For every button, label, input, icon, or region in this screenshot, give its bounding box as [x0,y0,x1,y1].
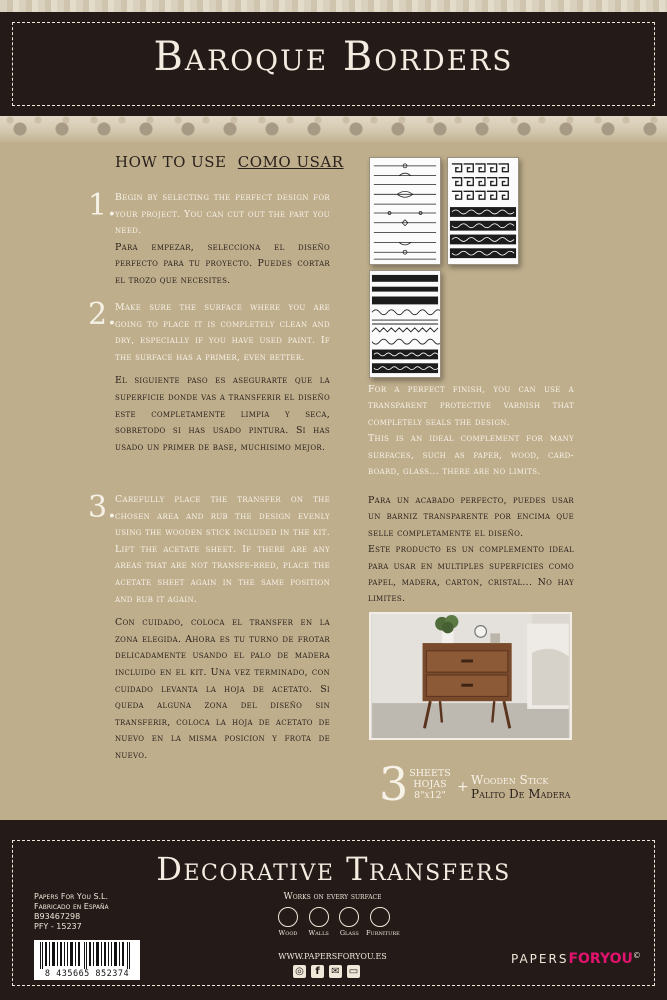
decorative-top-strip [0,0,667,12]
finish-text-es-1: Para un acabado perfecto, puedes usar un barniz transparente por encima que selle completamente el diseño. [368,495,574,539]
surface-label: Wood [278,929,298,937]
mail-icon[interactable]: ✉ [329,965,342,978]
border-lines-pattern [370,158,440,264]
website-link[interactable]: WWW.PAPERSFORYOU.ES [278,952,387,961]
brick-wall-icon [309,907,329,927]
transfer-sheet-preview-1 [369,157,441,265]
sheets-label-en: SHEETS [409,768,451,779]
facebook-icon[interactable]: f [311,965,324,978]
how-to-use-es: COMO USAR [237,153,344,171]
finish-text-en-1: For a perfect finish, you can use a transparent protective varnish that completely seals the design. [368,384,574,428]
step-text-es: Con cuidado, coloca el transfer en la zona elegida. Ahora es tu turno de frotar delicadamente usando el palo de madera incluido en el kit. Una vez terminado, con cuidado levanta la hoja de acetato. Si queda alguna zona del diseño sin transferir, coloca la hoja de acetato de nuevo en la misma posicion y frota de nuevo. [115,617,330,761]
finish-text-en [368,382,574,480]
surface-label: Furniture [365,929,400,937]
step-number: 3. [88,490,117,525]
transfer-sheet-preview-2 [447,157,519,265]
wood-icon [278,907,298,927]
step-text [115,492,330,765]
how-to-use-en: HOW TO USE [115,153,227,171]
plus-sign: + [457,779,469,795]
finish-text-es [368,493,574,608]
barcode-bars [34,940,140,969]
step-2 [88,297,330,487]
dresser-icon [370,907,390,927]
glass-jar-icon [339,907,359,927]
wooden-stick-en: Wooden Stick [471,773,549,787]
vat-number: B93467298 [34,912,81,921]
sheets-label [406,768,454,801]
product-ref: PFY - 15237 [34,922,82,931]
greek-key-pattern [448,158,518,264]
web-icon[interactable]: ▭ [348,966,359,977]
sheet-count: 3 [379,757,409,811]
made-in: Fabricado en España [34,902,109,911]
surface-wood [274,907,302,937]
step-text-en: Make sure the surface where you are going to place it is completely clean and dry, especially if you have used paint. If the surface has a primer, even better. [115,302,330,363]
finish-text-es-2: Este producto es un complemento ideal para usar en multiples superficies como papel, madera, carton, cristal... No hay limites. [368,544,574,605]
step-text [115,190,330,290]
step-text [115,300,330,456]
company-name: Papers For You S.L. [34,892,109,901]
instagram-icon[interactable]: ◎ [293,965,306,978]
brand-copyright: © [632,951,641,960]
barcode-number: 8 435665 852374 [34,969,140,980]
header-banner [0,12,667,116]
footer-banner [0,820,667,1000]
wooden-stick-label [471,773,570,801]
surface-icons [274,907,400,937]
step-text-es: Para empezar, selecciona el diseño perfecto para tu proyecto. Puedes cortar el trozo que necesites. [115,241,330,286]
surface-label: Walls [308,929,329,937]
footer-title: Decorative Transfers [156,850,511,888]
social-icons [293,965,360,978]
surface-walls [305,907,333,937]
barcode [34,940,140,980]
papers-for-you-logo [511,951,641,967]
step-1 [88,188,330,293]
nightstand-illustration [371,614,570,738]
surface-label: Glass [339,929,359,937]
brand-papers: PAPERS [511,952,569,966]
brand-you: YOU [599,951,633,967]
step-number: 1. [88,188,117,223]
surface-glass [335,907,363,937]
brand-for: FOR [568,951,600,967]
wooden-stick-es: Palito De Madera [471,787,571,801]
baroque-ornament-strip [0,116,667,142]
works-on-surface: Works on every surface [283,892,382,902]
sheets-label-es: HOJAS [413,779,447,790]
step-text-en: Begin by selecting the perfect design for your project. You can cut out the part you need. [115,192,330,237]
surface-furniture [365,907,400,937]
sheet-size: 8"x12" [414,790,446,801]
nightstand-photo [369,612,572,740]
transfer-sheet-preview-3 [369,270,441,378]
step-text-en: Carefully place the transfer on the chosen area and rub the design evenly using the wooden stick included in the kit. Lift the acetate sheet. If there are any areas that are not transfe-rred, place the acetate sheet again in the same position and rub it again. [115,494,330,605]
company-info [34,892,109,932]
step-text-es: El siguiente paso es asegurarte que la superficie donde vas a transferir el diseño este completamente limpia y seca, sobretodo si has usado pintura. Si has usado un primer de base, muchisimo mejor. [115,375,330,453]
finish-text-en-2: This is an ideal complement for many surfaces, such as paper, wood, card-board, glass... there are no limits. [368,433,574,478]
step-number: 2. [88,297,117,332]
lace-borders-pattern [370,271,440,377]
page-title: Baroque Borders [153,34,514,80]
pack-contents [379,757,589,811]
how-to-use-heading [115,153,344,171]
step-3 [88,490,330,760]
